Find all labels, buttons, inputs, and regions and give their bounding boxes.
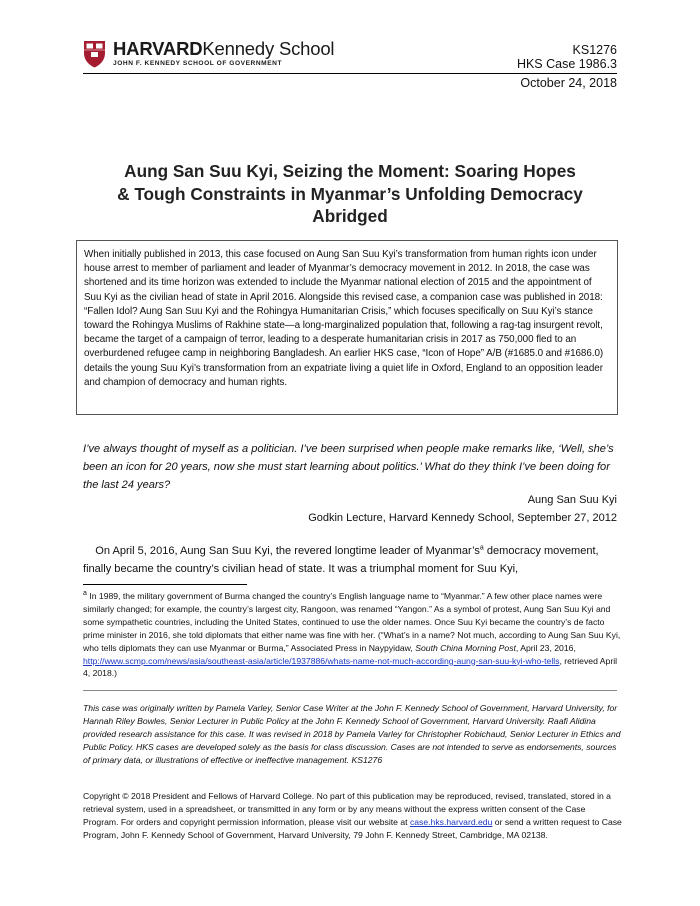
title-line-2: & Tough Constraints in Myanmar’s Unfolding Democracy: [117, 183, 583, 204]
brand-light: Kennedy School: [202, 38, 335, 59]
case-number: HKS Case 1986.3: [516, 57, 617, 71]
case-credits: This case was originally written by Pamela Varley, Senior Case Writer at the John F. Kennedy School of Government, Harvard University, for Hannah Riley Bowles, Senior Lecturer in Public Policy at the John F. Kennedy School of Government, Harvard University. Raafi Alidina provided research assistance for this case. It was revised in 2018 by Pamela Varley for Christopher Robichaud, Senior Lecturer in Ethics and Public Policy. HKS cases are developed solely as the basis for class discussion. Cases are not intended to serve as endorsements, sources of primary data, or illustrations of effective or ineffective management. KS1276: [83, 703, 621, 765]
body-text-part-2: democracy movement, finally became the country’s civilian head of state. It was a triumphal moment for Suu Kyi,: [83, 545, 599, 575]
body-paragraph: [83, 542, 623, 578]
epigraph-attribution-source: Godkin Lecture, Harvard Kennedy School, September 27, 2012: [308, 512, 617, 524]
body-text-part-1: On April 5, 2016, Aung San Suu Kyi, the revered longtime leader of Myanmar’s: [95, 545, 480, 557]
copyright-text-2: or send a written request to Case Program, John F. Kennedy School of Government, Harvard University, 79 John F. Kennedy Street, Cambridge, MA 02138.: [83, 816, 622, 840]
epigraph-attribution-name: Aung San Suu Kyi: [527, 494, 617, 506]
epigraph-quote: I’ve always thought of myself as a politician. I’ve been surprised when people make remarks like, ‘Well, she’s been an icon for 20 years, now she must start learning about politics.’ What do they think I’ve been doing for the last 24 years?: [83, 443, 614, 491]
brand-name: [113, 38, 334, 60]
case-id: KS1276: [572, 43, 617, 57]
copyright-notice: [83, 790, 623, 842]
footnote: [83, 590, 623, 680]
section-rule: [83, 690, 617, 691]
footnote-text-1: In 1989, the military government of Burma changed the country’s English language name to “Myanmar.” A few other place names were similarly changed; for example, the country’s largest city, Rangoon, was renamed “Yangon.” As a symbol of protest, Aung San Suu Kyi and some sympathetic countries, including the United States, continued to use the older names. Once Suu Kyi became the country’s de facto prime minister in 2016, she told diplomats that either name was fine with her. (“What’s in a name? Not much, according to Aung San Suu Kyi, who tells diplomats they can use Myanmar or Burma,” Associated Press in Naypyidaw,: [83, 591, 621, 653]
footnote-reference[interactable]: a: [479, 544, 484, 552]
footnote-source-link[interactable]: http://www.scmp.com/news/asia/southeast-asia/article/1937886/whats-name-not-much-according-aung-san-suu-kyi-who-tells: [83, 655, 560, 666]
abstract-box: [76, 240, 618, 415]
title-line-3: Abridged: [312, 206, 388, 226]
case-date: October 24, 2018: [520, 76, 617, 90]
header-rule: [83, 73, 617, 74]
footnote-rule: [83, 584, 247, 585]
harvard-kennedy-school-logo: [83, 38, 335, 74]
footnote-text-3: , retrieved April 4, 2018.): [83, 655, 618, 679]
brand-subtitle: JOHN F. KENNEDY SCHOOL OF GOVERNMENT: [113, 60, 283, 67]
harvard-shield-icon: [83, 40, 106, 68]
document-title: [83, 160, 617, 228]
brand-bold: HARVARD: [113, 38, 203, 59]
case-program-website-link[interactable]: case.hks.harvard.edu: [409, 816, 493, 827]
footnote-marker: a: [83, 590, 87, 598]
footnote-publication: South China Morning Post: [415, 642, 516, 653]
footnote-text-2: , April 23, 2016,: [515, 642, 576, 653]
title-line-1: Aung San Suu Kyi, Seizing the Moment: Soaring Hopes: [124, 161, 576, 181]
abstract-text: When initially published in 2013, this case focused on Aung San Suu Kyi’s transformation from human rights icon under house arrest to member of parliament and leader of Myanmar’s democracy movement in 2012. In 2018, the case was shortened and its time horizon was extended to include the Myanmar national election of 2015 and the appointment of Suu Kyi as the civilian head of state in April 2016. Alongside this revised case, a companion case was published in 2018: “Fallen Idol? Aung San Suu Kyi and the Rohingya Humanitarian Crisis,” which focuses specifically on Suu Kyi’s stance toward the Rohingya Muslims of Rakhine state—a long-marginalized population that, following a rag-tag insurgent revolt, became the target of a campaign of terror, leading to a desperate humanitarian crisis in 2017 as 750,000 fled to an overburdened refugee camp in neighboring Bangladesh. An earlier HKS case, “Icon of Hope” A/B (#1685.0 and #1686.0) details the young Suu Kyi’s transformation from an expatriate living a quiet life in Oxford, England to an opposition leader and champion of democracy and human rights.: [84, 249, 604, 388]
copyright-text-1: Copyright © 2018 President and Fellows of Harvard College. No part of this publication may be reproduced, revised, translated, stored in a retrieval system, used in a spreadsheet, or transmitted in any form or by any means without the express written consent of the Case Program. For orders and copyright permission information, please visit our website at: [83, 791, 611, 827]
